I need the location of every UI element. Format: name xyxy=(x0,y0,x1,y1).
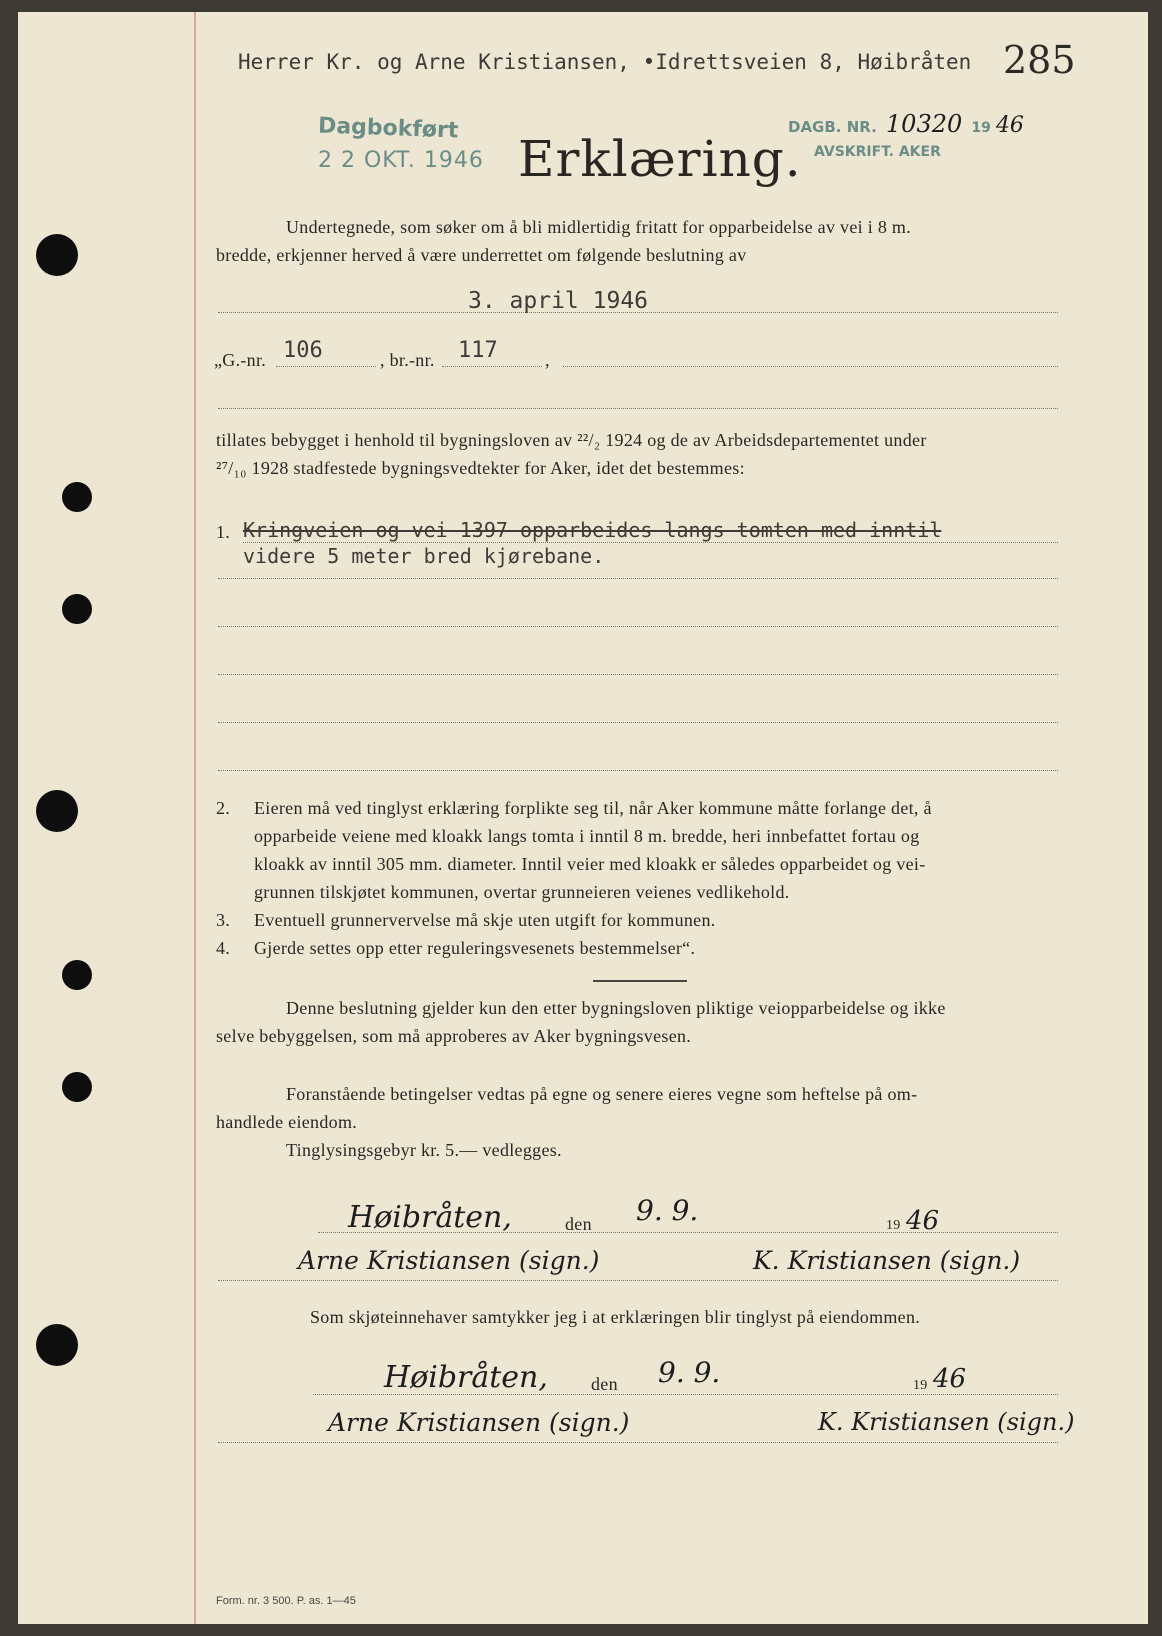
note-2-line-1: Foranstående betingelser vedtas på egne og senere eieres vegne som heftelse på om- xyxy=(286,1084,918,1104)
punch-hole xyxy=(62,482,92,512)
condition-1-line-2: videre 5 meter bred kjørebane. xyxy=(243,544,605,568)
note-1-line-2: selve bebyggelsen, som må approberes av Aker bygningsvesen. xyxy=(216,1026,692,1046)
punch-hole xyxy=(62,960,92,990)
gnr-label: „G.-nr. xyxy=(214,350,267,370)
dotted-line xyxy=(218,1280,1058,1281)
page-number: 285 xyxy=(1003,38,1076,82)
clause-3-line: Eventuell grunnervervelse må skje uten utgift for kommunen. xyxy=(254,910,716,930)
punch-hole xyxy=(36,790,78,832)
signature-2-place: Høibråten, xyxy=(384,1360,548,1395)
dagb-year: 46 xyxy=(995,113,1024,138)
dotted-line xyxy=(218,770,1058,771)
signature-1-left: Arne Kristiansen (sign.) xyxy=(298,1246,600,1275)
signature-2-year: 46 xyxy=(933,1364,967,1394)
note-1-line-1: Denne beslutning gjelder kun den etter bygningsloven pliktige veiopparbeidelse og ikke xyxy=(286,998,946,1018)
property-comma: , xyxy=(545,350,550,370)
dotted-line xyxy=(218,626,1058,627)
addressee-line: Herrer Kr. og Arne Kristiansen, •Idrettsveien 8, Høibråten xyxy=(238,50,972,74)
dagb-stamp xyxy=(788,110,1024,138)
dotted-line xyxy=(276,366,376,367)
permit-line-1: tillates bebygget i henhold til bygningsloven av ²²/₂ 1924 og de av Arbeidsdepartementet under xyxy=(216,430,927,450)
note-2-line-2: handlede eiendom. xyxy=(216,1112,358,1132)
clause-4-line: Gjerde settes opp etter reguleringsvesenets bestemmelser“. xyxy=(254,938,696,958)
clause-2-line: grunnen tilskjøtet kommunen, overtar grunneieren veienes vedlikehold. xyxy=(254,882,790,902)
form-footer: Form. nr. 3 500. P. as. 1—45 xyxy=(216,1595,356,1607)
signature-2-den: den xyxy=(591,1374,618,1394)
dagb-number: 10320 xyxy=(885,110,963,138)
avskrift-stamp: AVSKRIFT. AKER xyxy=(814,144,941,160)
intro-line-1: Undertegnede, som søker om å bli midlertidig fritatt for opparbeidelse av vei i 8 m. xyxy=(286,217,912,237)
brnr-value: 117 xyxy=(458,338,498,363)
dotted-line xyxy=(218,578,1058,579)
dotted-line xyxy=(218,1442,1058,1443)
clause-2-line: opparbeide veiene med kloakk langs tomta i inntil 8 m. bredde, heri innbefattet fortau og xyxy=(254,826,920,846)
intro-line-2: bredde, erkjenner herved å være underrettet om følgende beslutning av xyxy=(216,245,747,265)
condition-1-struck-line: Kringveien og vei 1397 opparbeides langs tomten med inntil xyxy=(243,518,942,542)
section-divider xyxy=(593,980,687,982)
brnr-label: , br.-nr. xyxy=(380,350,435,370)
dotted-line xyxy=(218,408,1058,409)
dotted-line xyxy=(563,366,1058,367)
dotted-line xyxy=(218,674,1058,675)
punch-hole xyxy=(36,1324,78,1366)
clause-2-line: kloakk av inntil 305 mm. diameter. Inntil veier med kloakk er således opparbeidet og vei- xyxy=(254,854,926,874)
punch-hole xyxy=(62,594,92,624)
dotted-line xyxy=(442,366,542,367)
dagbokfort-stamp-date: 2 2 OKT. 1946 xyxy=(318,148,484,173)
signature-1-right: K. Kristiansen (sign.) xyxy=(753,1246,1021,1275)
dagb-prefix: DAGB. NR. xyxy=(788,118,877,136)
dagbokfort-stamp-label: Dagbokført xyxy=(317,113,459,144)
dotted-line xyxy=(218,722,1058,723)
consent-line: Som skjøteinnehaver samtykker jeg i at erklæringen blir tinglyst på eiendommen. xyxy=(310,1307,921,1327)
clause-4-number: 4. xyxy=(216,938,231,958)
fee-line: Tinglysingsgebyr kr. 5.— vedlegges. xyxy=(286,1140,562,1160)
document-title: Erklæring. xyxy=(518,130,802,188)
margin-rule xyxy=(194,12,196,1624)
clause-3-number: 3. xyxy=(216,910,231,930)
permit-line-2: ²⁷/₁₀ 1928 stadfestede bygningsvedtekter for Aker, idet det bestemmes: xyxy=(216,458,745,478)
decision-date: 3. april 1946 xyxy=(468,288,649,314)
signature-1-place: Høibråten, xyxy=(348,1200,512,1235)
document-sheet xyxy=(18,12,1148,1624)
dotted-line xyxy=(313,1394,1058,1395)
signature-2-date: 9. 9. xyxy=(658,1356,721,1389)
gnr-value: 106 xyxy=(283,338,323,363)
signature-1-date: 9. 9. xyxy=(636,1194,699,1227)
dotted-line xyxy=(318,1232,1058,1233)
signature-2-right: K. Kristiansen (sign.) xyxy=(818,1408,1075,1436)
dagb-year-prefix: 19 xyxy=(971,120,991,136)
punch-hole xyxy=(36,234,78,276)
signature-2-left: Arne Kristiansen (sign.) xyxy=(328,1408,630,1437)
signature-1-den: den xyxy=(565,1214,592,1234)
signature-1-year: 46 xyxy=(906,1206,940,1236)
punch-hole xyxy=(62,1072,92,1102)
signature-1-year-prefix: 19 xyxy=(886,1218,901,1233)
clause-2-number: 2. xyxy=(216,798,231,818)
signature-2-year-prefix: 19 xyxy=(913,1378,928,1393)
dotted-line xyxy=(243,542,1058,543)
condition-1-number: 1. xyxy=(216,522,231,542)
clause-2-line: Eieren må ved tinglyst erklæring forplikte seg til, når Aker kommune måtte forlange det, å xyxy=(254,798,932,818)
